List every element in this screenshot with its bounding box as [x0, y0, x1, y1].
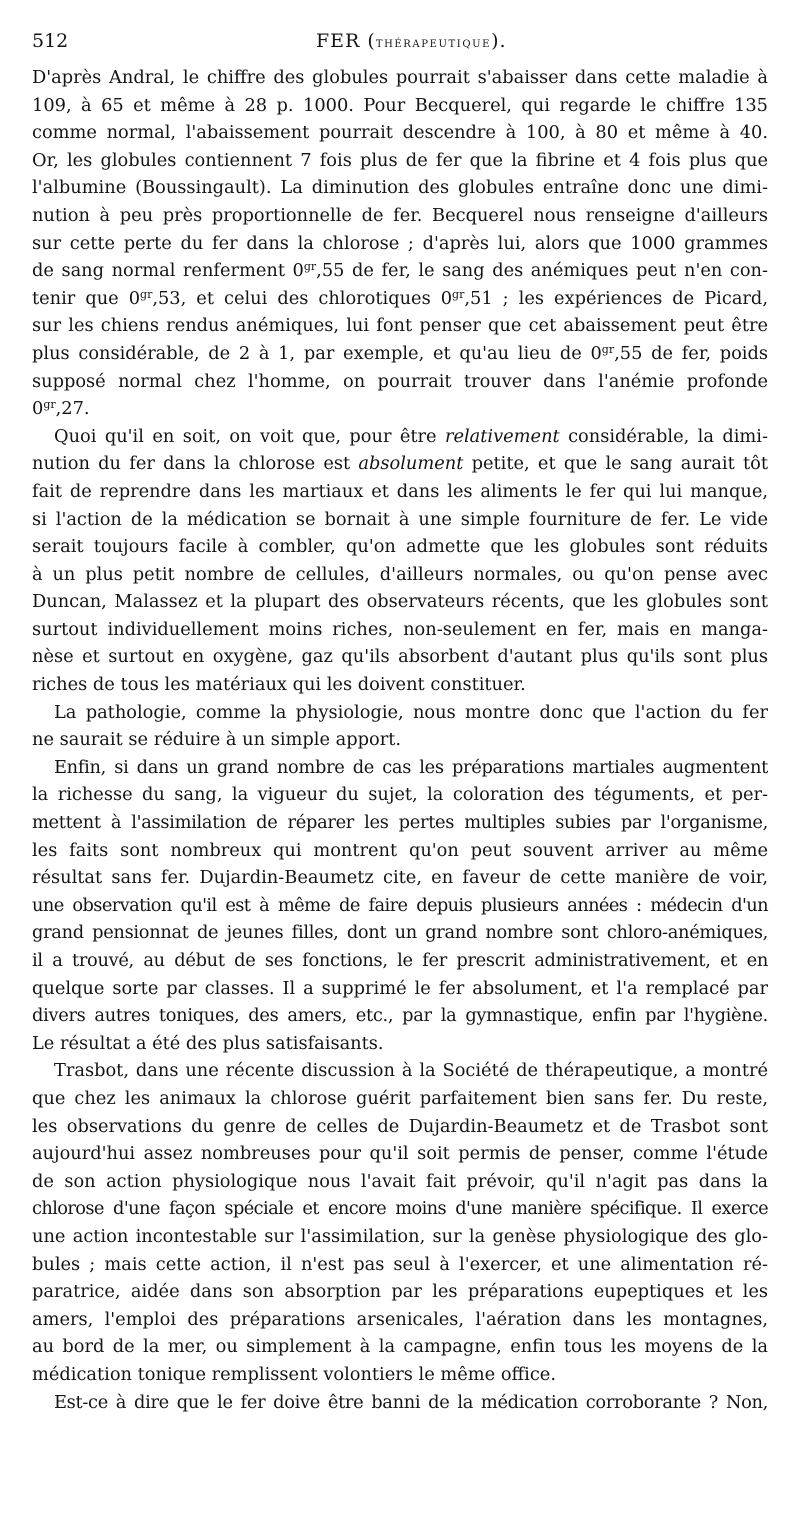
text-line: mettent à l'assimilation de réparer les pertes multiples subies par l'organisme, [32, 812, 768, 834]
running-head [316, 30, 507, 54]
text-line: au bord de la mer, ou simplement à la campagne, enfin tous les moyens de la [32, 1336, 768, 1358]
text-line: paratrice, aidée dans son absorption par les préparations eupeptiques et les [32, 1281, 768, 1303]
paragraph-start: Enfin, si dans un grand nombre de cas les préparations martiales augmentent [54, 756, 768, 778]
text-line: sur les chiens rendus anémiques, lui font penser que cet abaissement peut être [32, 315, 768, 337]
running-head-smallcaps: thérapeutique [375, 35, 492, 51]
text-line: les observations du genre de celles de Dujardin-Beaumetz et de Trasbot sont [32, 1115, 768, 1137]
text-line: nution du fer dans la chlorose est absolument petite, et que le sang aurait tôt [32, 453, 768, 475]
text-line: $0^{gr},27$. [32, 398, 90, 420]
text-line: grand pensionnat de jeunes filles, dont un grand nombre sont chloro-anémiques, [32, 922, 768, 944]
text-line: aujourd'hui assez nombreuses pour qu'il soit permis de penser, comme l'étude [32, 1143, 768, 1165]
text-line: divers autres toniques, des amers, etc., par la gymnastique, enfin par l'hygiène. [32, 1005, 768, 1027]
text-line: une action incontestable sur l'assimilation, sur la genèse physiologique des glo- [32, 1225, 768, 1247]
text-line: médication tonique remplissent volontiers le même office. [32, 1363, 556, 1385]
text-line: à un plus petit nombre de cellules, d'ailleurs normales, ou qu'on pense avec [32, 563, 768, 585]
text-line: riches de tous les matériaux qui les doivent constituer. [32, 674, 526, 696]
text-line: que chez les animaux la chlorose guérit parfaitement bien sans fer. Du reste, [32, 1087, 768, 1109]
text-line: de sang normal renferment $0^{gr},55$ de fer, le sang des anémiques peut n'en con- [32, 260, 768, 282]
text-line: Or, les globules contiennent 7 fois plus de fer que la fibrine et 4 fois plus que [32, 149, 768, 171]
text-line: fait de reprendre dans les martiaux et dans les aliments le fer qui lui manque, [32, 480, 768, 502]
running-head-suffix: ). [491, 30, 507, 52]
text-line: 109, à 65 et même à 28 p. 1000. Pour Becquerel, qui regarde le chiffre 135 [32, 94, 768, 116]
text-line: D'après Andral, le chiffre des globules pourrait s'abaisser dans cette maladie à [32, 67, 768, 88]
text-line: Le résultat a été des plus satisfaisants. [32, 1032, 384, 1054]
text-line: de son action physiologique nous l'avait fait prévoir, qu'il n'agit pas dans la [32, 1170, 768, 1192]
text-line: amers, l'emploi des préparations arsenicales, l'aération dans les montagnes, [32, 1308, 768, 1330]
text-line: il a trouvé, au début de ses fonctions, le fer prescrit administrativement, et en [32, 950, 768, 971]
text-line: nution à peu près proportionnelle de fer. Becquerel nous renseigne d'ailleurs [32, 204, 768, 226]
text-line: nèse et surtout en oxygène, gaz qu'ils absorbent d'autant plus qu'ils sont plus [32, 646, 768, 668]
text-line: bules ; mais cette action, il n'est pas seul à l'exercer, et une alimentation ré- [32, 1253, 768, 1275]
text-line: quelque sorte par classes. Il a supprimé le fer absolument, et l'a remplacé par [32, 977, 768, 999]
running-head-prefix: FER ( [316, 30, 376, 52]
text-line: chlorose d'une façon spéciale et encore moins d'une manière spécifique. Il exerce [32, 1198, 768, 1220]
text-line: tenir que $0^{gr},53$, et celui des chlorotiques $0^{gr},51$ ; les expériences de Picard, [32, 287, 768, 309]
text-line: ne saurait se réduire à un simple apport. [32, 729, 402, 751]
text-line: sur cette perte du fer dans la chlorose ; d'après lui, alors que 1000 grammes [32, 232, 768, 254]
page-header [32, 30, 768, 52]
paragraph-start: Est-ce à dire que le fer doive être banni de la médication corroborante ? Non, [54, 1391, 768, 1413]
text-line: la richesse du sang, la vigueur du sujet, la coloration des téguments, et per- [32, 784, 768, 806]
text-line: si l'action de la médication se bornait à une simple fourniture de fer. Le vide [32, 508, 768, 530]
paragraph-start: La pathologie, comme la physiologie, nous montre donc que l'action du fer [54, 701, 768, 723]
body-text [32, 64, 768, 1416]
text-line: surtout individuellement moins riches, non-seulement en fer, mais en manga- [32, 618, 768, 640]
text-line: plus considérable, de 2 à 1, par exemple, et qu'au lieu de $0^{gr},55$ de fer, poids [32, 342, 769, 364]
text-line: supposé normal chez l'homme, on pourrait trouver dans l'anémie profonde [32, 370, 768, 392]
paragraph-start: Trasbot, dans une récente discussion à la Société de thérapeutique, a montré [54, 1060, 768, 1082]
text-line: l'albumine (Boussingault). La diminution des globules entraîne donc une dimi- [32, 177, 768, 199]
paragraph-start: Quoi qu'il en soit, on voit que, pour être relativement considérable, la dimi- [54, 425, 768, 447]
text-line: comme normal, l'abaissement pourrait descendre à 100, à 80 et même à 40. [32, 122, 768, 144]
text-line: résultat sans fer. Dujardin-Beaumetz cite, en faveur de cette manière de voir, [32, 867, 768, 889]
page-number: 512 [32, 30, 69, 52]
text-line: Duncan, Malassez et la plupart des observateurs récents, que les globules sont [32, 591, 768, 613]
text-line: une observation qu'il est à même de faire depuis plusieurs années : médecin d'un [32, 894, 768, 916]
text-line: serait toujours facile à combler, qu'on admette que les globules sont réduits [32, 536, 768, 558]
text-line: les faits sont nombreux qui montrent qu'on peut souvent arriver au même [32, 839, 768, 861]
